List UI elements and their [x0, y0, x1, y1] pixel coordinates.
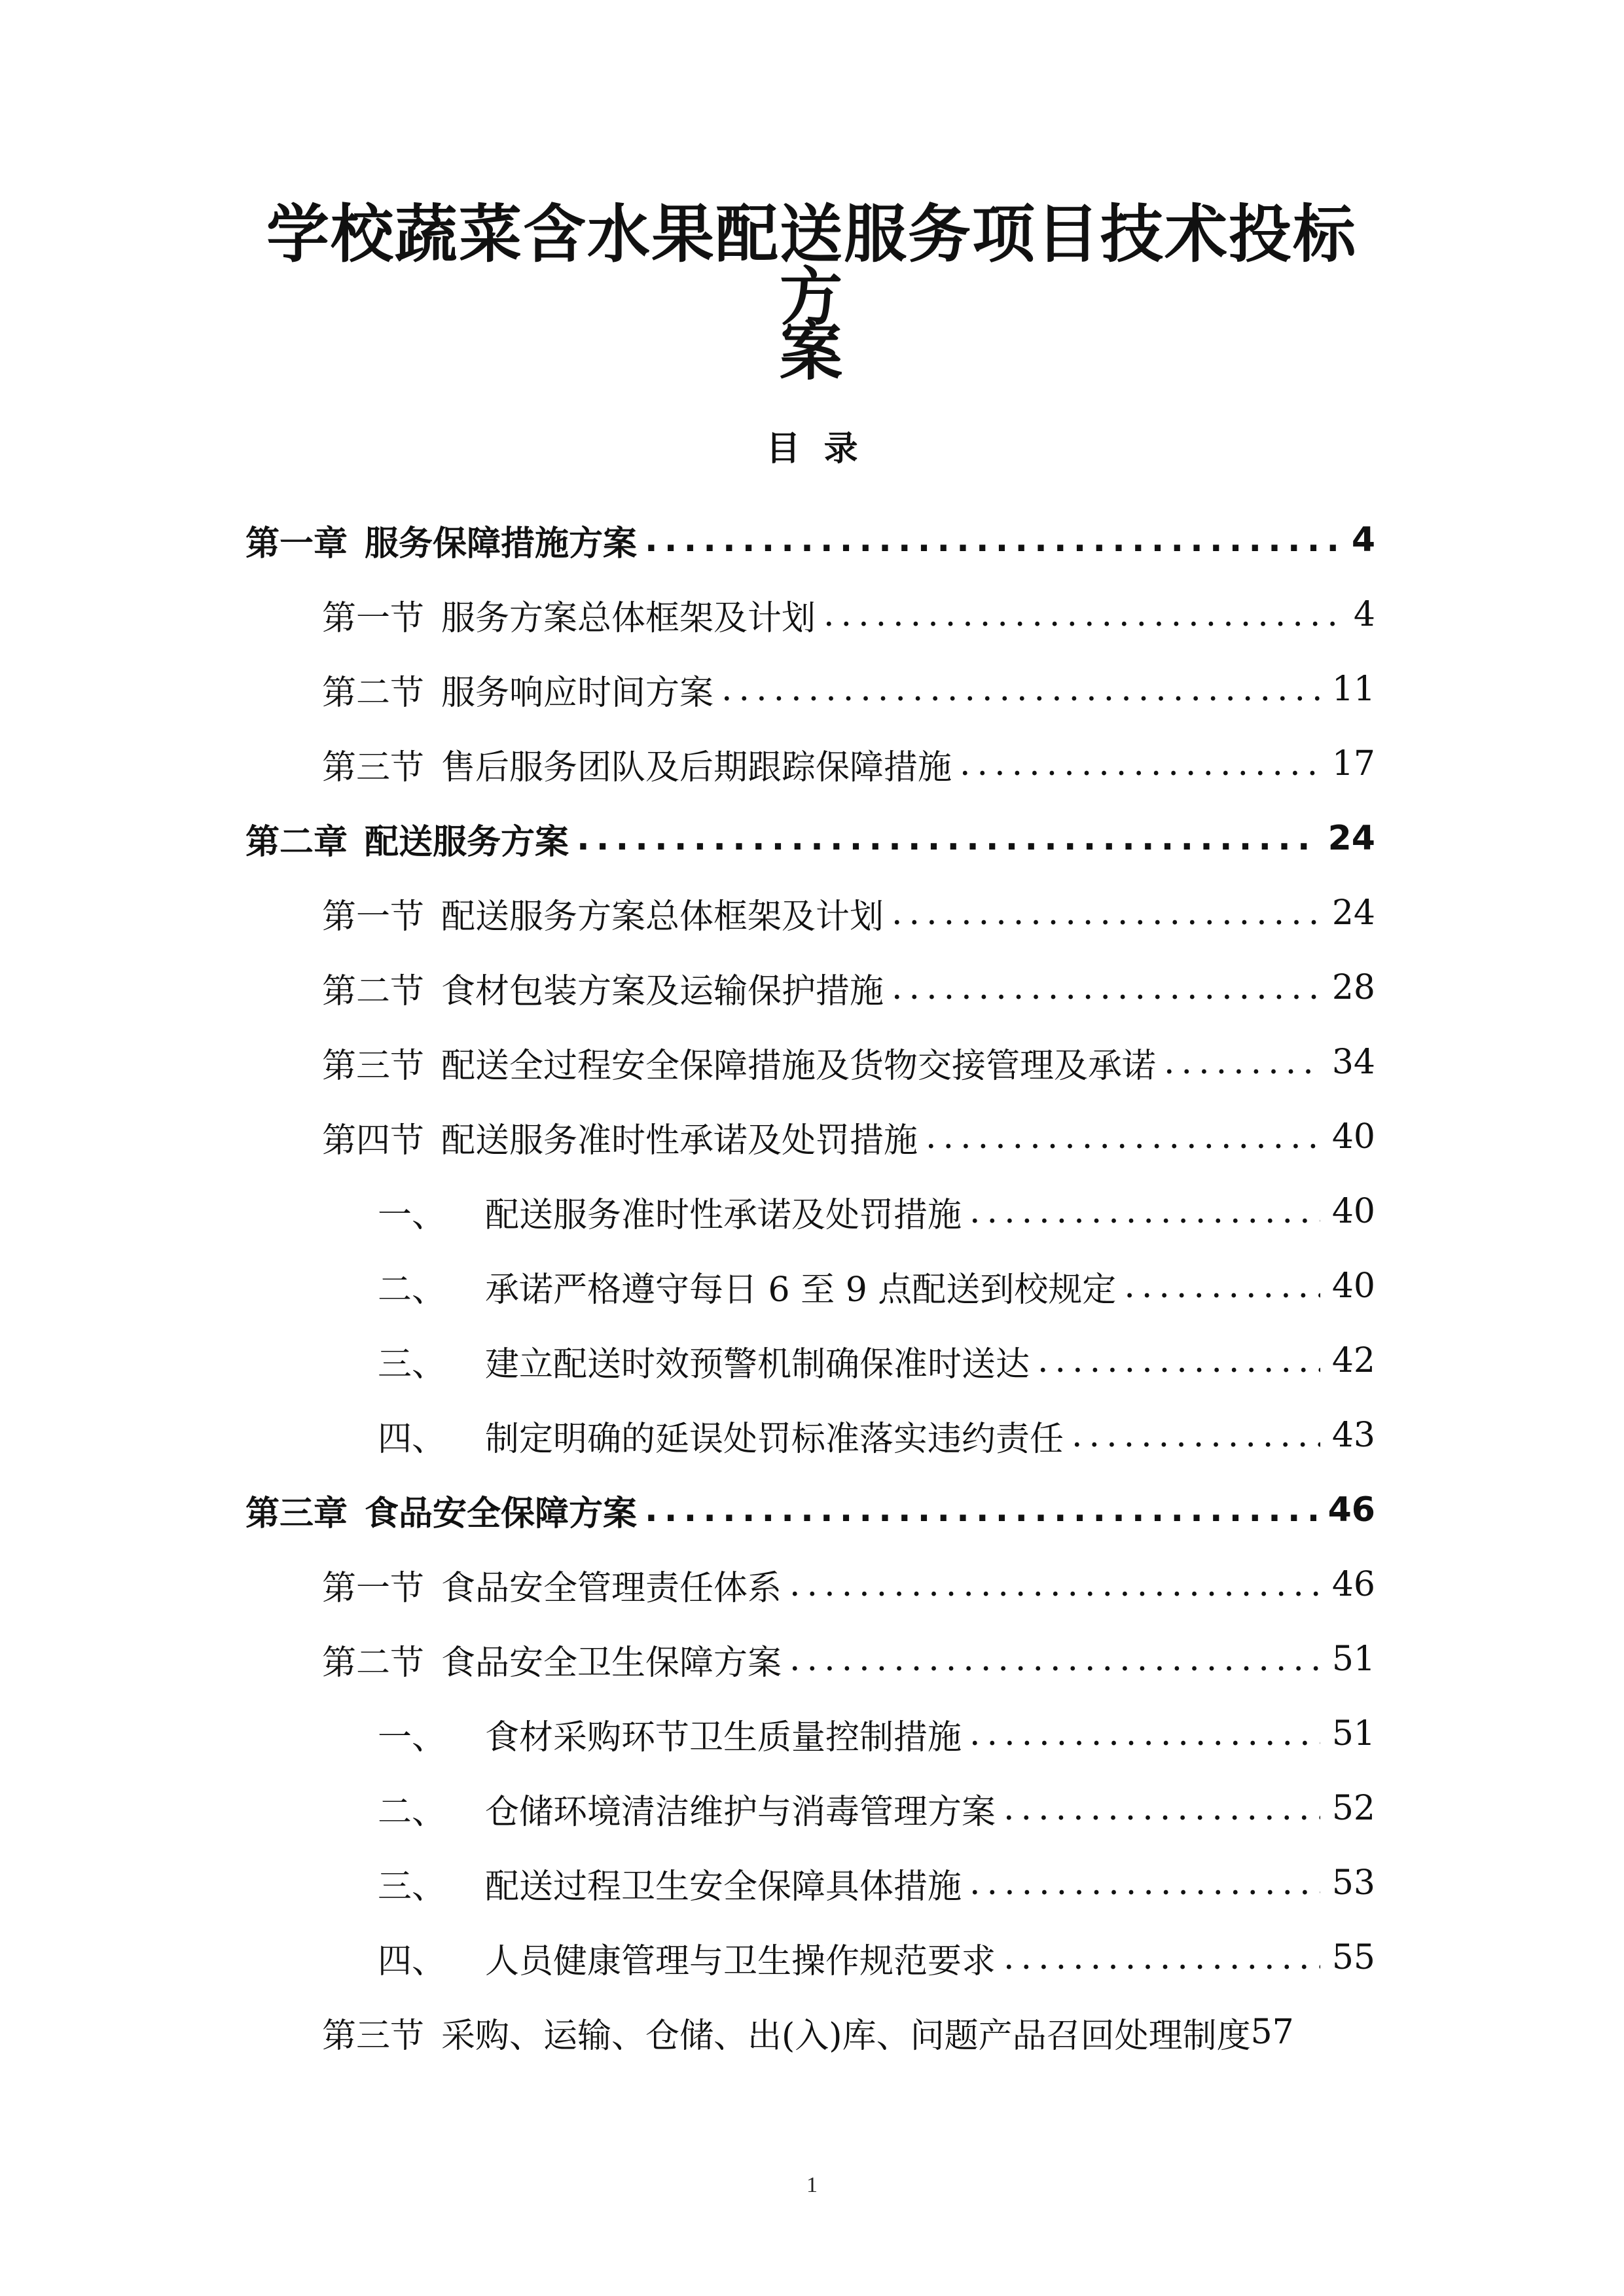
toc-entry-number: 一、 [378, 1195, 446, 1235]
toc-entry-number: 第一节 [322, 1568, 425, 1608]
toc-entry-page: 40 [1331, 1192, 1375, 1231]
toc-entry-label [322, 665, 713, 714]
toc-leader-dots [969, 1714, 1320, 1753]
toc-entry[interactable] [0, 1323, 1624, 1398]
toc-entry-number: 第三节 [322, 1046, 425, 1086]
toc-leader-dots [823, 595, 1342, 634]
document-title-line-2: 案 [780, 315, 844, 389]
toc-entry-label [378, 1933, 996, 1982]
toc-entry-page: 34 [1331, 1043, 1375, 1082]
table-of-contents [0, 503, 1624, 2070]
toc-entry-title: 服务保障措施方案 [365, 524, 638, 564]
toc-entry[interactable] [0, 503, 1624, 577]
toc-entry-title: 食品安全保障方案 [365, 1494, 638, 1534]
toc-entry-title: 制定明确的延误处罚标准落实违约责任 [485, 1419, 1064, 1459]
toc-entry-label [378, 1262, 1116, 1311]
toc-entry-page: 40 [1331, 1117, 1375, 1157]
toc-entry-title: 食材采购环节卫生质量控制措施 [485, 1717, 962, 1757]
toc-entry-page: 53 [1331, 1863, 1375, 1903]
toc-entry-page: 42 [1331, 1341, 1375, 1380]
toc-entry[interactable] [0, 652, 1624, 726]
toc-entry-number: 第三节 [322, 747, 425, 787]
toc-entry-number: 一、 [378, 1717, 446, 1757]
toc-entry[interactable] [0, 1995, 1624, 2070]
toc-leader-dots [892, 968, 1320, 1007]
toc-entry-number: 第一节 [322, 598, 425, 638]
toc-entry-number: 第一节 [322, 897, 425, 937]
toc-leader-dots [926, 1117, 1320, 1157]
toc-leader-dots [969, 1192, 1320, 1231]
toc-leader-dots [789, 1565, 1320, 1604]
toc-entry-number: 第二节 [322, 673, 425, 713]
toc-leader-dots [789, 1640, 1320, 1679]
toc-entry-number: 第二章 [245, 822, 348, 862]
toc-heading: 目 录 [766, 429, 858, 469]
toc-entry-title: 食品安全管理责任体系 [441, 1568, 782, 1608]
toc-entry-page: 40 [1331, 1266, 1375, 1306]
toc-entry-number: 第三章 [245, 1494, 348, 1534]
toc-entry-page: 46 [1327, 1490, 1375, 1530]
toc-entry-label [322, 963, 884, 1013]
toc-entry-page: 28 [1331, 968, 1375, 1007]
toc-entry-label [322, 1113, 918, 1162]
toc-entry-label [322, 1038, 1156, 1087]
toc-leader-dots [577, 819, 1316, 858]
toc-entry-number: 第三节 [322, 2016, 425, 2056]
toc-leader-dots [1164, 1043, 1320, 1082]
toc-entry-label [245, 1486, 637, 1535]
toc-entry[interactable] [0, 1398, 1624, 1473]
toc-entry-page: 51 [1331, 1640, 1375, 1679]
toc-entry-title: 食材包装方案及运输保护措施 [441, 971, 884, 1011]
toc-entry-title: 承诺严格遵守每日 6 至 9 点配送到校规定 [485, 1270, 1117, 1310]
toc-entry-label [322, 1560, 782, 1609]
toc-entry[interactable] [0, 801, 1624, 876]
toc-entry-title: 配送服务方案总体框架及计划 [441, 897, 884, 937]
toc-entry-title: 配送服务方案 [365, 822, 569, 862]
toc-entry-number: 三、 [378, 1867, 446, 1907]
toc-entry-label [245, 516, 637, 565]
toc-entry-number: 三、 [378, 1344, 446, 1384]
toc-entry-number: 第二节 [322, 1643, 425, 1683]
toc-entry[interactable] [0, 726, 1624, 801]
document-title-line-1: 学校蔬菜含水果配送服务项目技术投标方 [266, 198, 1357, 334]
toc-entry-title: 售后服务团队及后期跟踪保障措施 [441, 747, 952, 787]
toc-entry-title: 人员健康管理与卫生操作规范要求 [485, 1941, 996, 1981]
toc-entry[interactable] [0, 950, 1624, 1025]
toc-entry[interactable] [0, 1174, 1624, 1249]
toc-entry-label [378, 1336, 1030, 1386]
toc-entry-label [322, 740, 952, 789]
toc-entry[interactable] [0, 1622, 1624, 1696]
toc-leader-dots [1072, 1416, 1320, 1455]
toc-entry-label [245, 814, 569, 863]
toc-entry-page: 17 [1331, 744, 1375, 783]
toc-entry-page: 46 [1331, 1565, 1375, 1604]
toc-entry-label [322, 2008, 1251, 2057]
toc-entry-title: 服务方案总体框架及计划 [441, 598, 816, 638]
toc-entry-page: 24 [1327, 819, 1375, 858]
toc-entry-label [378, 1187, 962, 1236]
toc-entry-title: 配送全过程安全保障措施及货物交接管理及承诺 [441, 1046, 1157, 1086]
toc-entry[interactable] [0, 1920, 1624, 1995]
toc-entry-title: 配送服务准时性承诺及处罚措施 [441, 1121, 918, 1160]
toc-entry-number: 第四节 [322, 1121, 425, 1160]
toc-entry-page: 11 [1331, 670, 1375, 709]
toc-entry[interactable] [0, 1846, 1624, 1920]
toc-entry-label [378, 1411, 1064, 1460]
toc-leader-dots [645, 1490, 1316, 1530]
toc-entry[interactable] [0, 1100, 1624, 1174]
toc-entry[interactable] [0, 577, 1624, 652]
toc-leader-dots [1003, 1789, 1320, 1828]
toc-entry-title: 配送服务准时性承诺及处罚措施 [485, 1195, 962, 1235]
toc-entry[interactable] [0, 1473, 1624, 1547]
toc-entry-page: 52 [1331, 1789, 1375, 1828]
toc-leader-dots [892, 893, 1320, 933]
toc-entry[interactable] [0, 1696, 1624, 1771]
toc-entry-title: 配送过程卫生安全保障具体措施 [485, 1867, 962, 1907]
toc-entry-label [378, 1784, 996, 1833]
toc-leader-dots [1003, 1938, 1320, 1977]
toc-entry-page: 43 [1331, 1416, 1375, 1455]
toc-entry-label [378, 1710, 962, 1759]
toc-leader-dots [1124, 1266, 1320, 1306]
toc-entry-title: 服务响应时间方案 [441, 673, 714, 713]
toc-leader-dots [645, 520, 1340, 560]
toc-entry[interactable] [0, 1249, 1624, 1323]
toc-entry-number: 第一章 [245, 524, 348, 564]
toc-leader-dots [960, 744, 1320, 783]
toc-entry-number: 二、 [378, 1792, 446, 1832]
toc-entry-number: 二、 [378, 1270, 446, 1310]
toc-entry-title: 建立配送时效预警机制确保准时送达 [485, 1344, 1030, 1384]
toc-entry-page: 24 [1331, 893, 1375, 933]
toc-entry-page: 55 [1331, 1938, 1375, 1977]
toc-entry-page: 4 [1351, 520, 1375, 560]
toc-entry-number: 四、 [378, 1419, 446, 1459]
toc-entry-page: 4 [1353, 595, 1375, 634]
toc-entry[interactable] [0, 1771, 1624, 1846]
toc-entry-page: 51 [1331, 1714, 1375, 1753]
toc-entry-label [322, 1635, 782, 1684]
toc-entry[interactable] [0, 876, 1624, 950]
toc-entry-label [322, 590, 816, 639]
toc-entry-page: 57 [1250, 2013, 1294, 2052]
toc-entry-number: 四、 [378, 1941, 446, 1981]
toc-entry-title: 采购、运输、仓储、出(入)库、问题产品召回处理制度 [441, 2016, 1251, 2056]
toc-entry-number: 第二节 [322, 971, 425, 1011]
toc-leader-dots [721, 670, 1320, 709]
page-number: 1 [806, 2173, 818, 2197]
toc-entry[interactable] [0, 1025, 1624, 1100]
toc-entry[interactable] [0, 1547, 1624, 1622]
toc-entry-title: 食品安全卫生保障方案 [441, 1643, 782, 1683]
toc-leader-dots [1038, 1341, 1320, 1380]
toc-entry-label [322, 889, 884, 938]
toc-leader-dots [969, 1863, 1320, 1903]
toc-entry-title: 仓储环境清洁维护与消毒管理方案 [485, 1792, 996, 1832]
toc-entry-label [378, 1859, 962, 1908]
